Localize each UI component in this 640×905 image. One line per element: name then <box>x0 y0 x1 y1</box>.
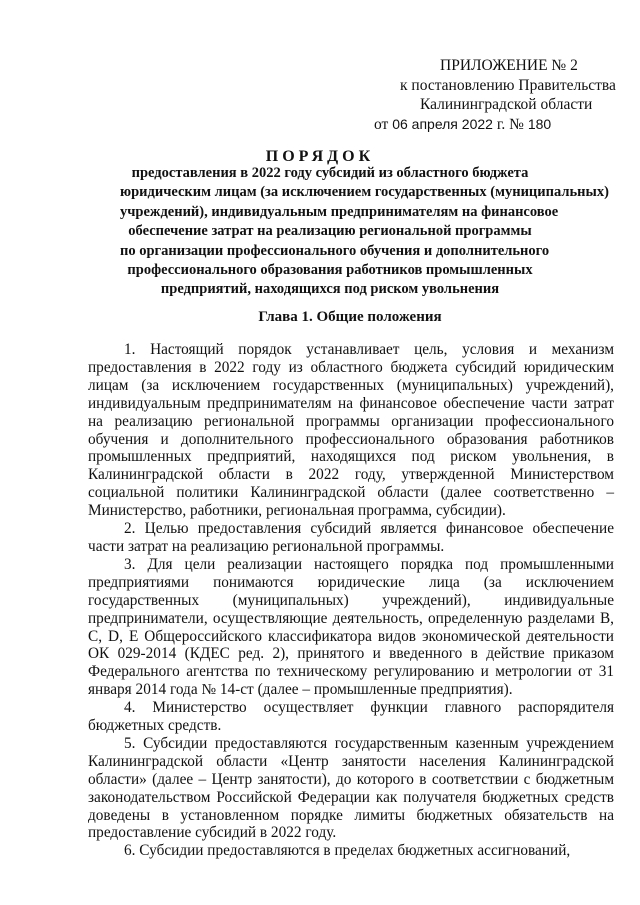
appendix-reference: к постановлению Правительства <box>400 76 616 94</box>
paragraph-2: 2. Целью предоставления субсидий является финансовое обеспечение части затрат на реализацию региональной программы. <box>88 520 614 555</box>
subtitle-line: предоставления в 2022 году субсидий из областного бюджета <box>131 165 529 181</box>
appendix-title: ПРИЛОЖЕНИЕ № 2 <box>440 57 578 74</box>
appendix-number: 180 <box>527 115 552 132</box>
paragraph-1: 1. Настоящий порядок устанавливает цель, условия и механизм предоставления в 2022 году из областного бюджета субсидий юридическим лицам (за исключением государственных (муниципальных) учреждений), индивидуальным предпринимателям на финансовое обеспечение части затрат на реализацию региональной программы организации профессионального обучения и дополнительного профессионального образования работников промышленных предприятий, находящихся под риском увольнения, в Калининградской области в 2022 году, утвержденной Министерством социальной политики Калининградской области (далее соответственно – Министерство, работники, региональная программа, субсидии). <box>88 341 614 520</box>
subtitle-line: юридическим лицам (за исключением государственных (муниципальных) <box>120 184 609 201</box>
subtitle-line: учреждений), индивидуальным предпринимателям на финансовое <box>120 203 559 220</box>
document-title: ПОРЯДОК <box>265 148 375 165</box>
appendix-date-line <box>372 115 612 135</box>
paragraph-3: 3. Для цели реализации настоящего порядка под промышленными предприятиями понимаются юридические лица (за исключением государственных (муниципальных) учреждений), индивидуальные предприниматели, осуществляющие деятельность, определенную разделами B, C, D, E Общероссийского классификатора видов экономической деятельности ОК 029-2014 (КДЕС ред. 2), принятого и введенного в действие приказом Федерального агентства по техническому регулированию и метрологии от 31 января 2014 года № 14-ст (далее – промышленные предприятия). <box>88 555 614 699</box>
subtitle-line: предприятий, находящихся под риском увольнения <box>160 281 500 298</box>
subtitle-line: профессионального образования работников промышленных <box>127 262 533 279</box>
appendix-date: 06 апреля 2022 <box>392 115 493 132</box>
appendix-number-label: г. № <box>496 115 524 133</box>
paragraph-4: 4. Министерство осуществляет функции главного распорядителя бюджетных средств. <box>88 699 614 735</box>
paragraph-6: 6. Субсидии предоставляются в пределах бюджетных ассигнований, <box>124 842 571 860</box>
paragraph-5: 5. Субсидии предоставляются государственным казенным учреждением Калининградской области «Центр занятости населения Калининградской области» (далее – Центр занятости), до которого в соответствии с бюджетным законодательством Российской Федерации как получателя бюджетных средств доведены в установленном порядке лимиты бюджетных обязательств на предоставление субсидий в 2022 году. <box>88 734 614 842</box>
appendix-region: Калининградской области <box>420 96 593 113</box>
subtitle-line: по организации профессионального обучения и дополнительного <box>120 242 550 259</box>
chapter-heading: Глава 1. Общие положения <box>258 309 442 325</box>
appendix-date-prefix: от <box>374 115 389 133</box>
document-body <box>88 341 614 860</box>
document-subtitle <box>120 164 609 300</box>
appendix-block <box>372 56 616 134</box>
subtitle-line: обеспечение затрат на реализацию региональной программы <box>128 223 532 240</box>
